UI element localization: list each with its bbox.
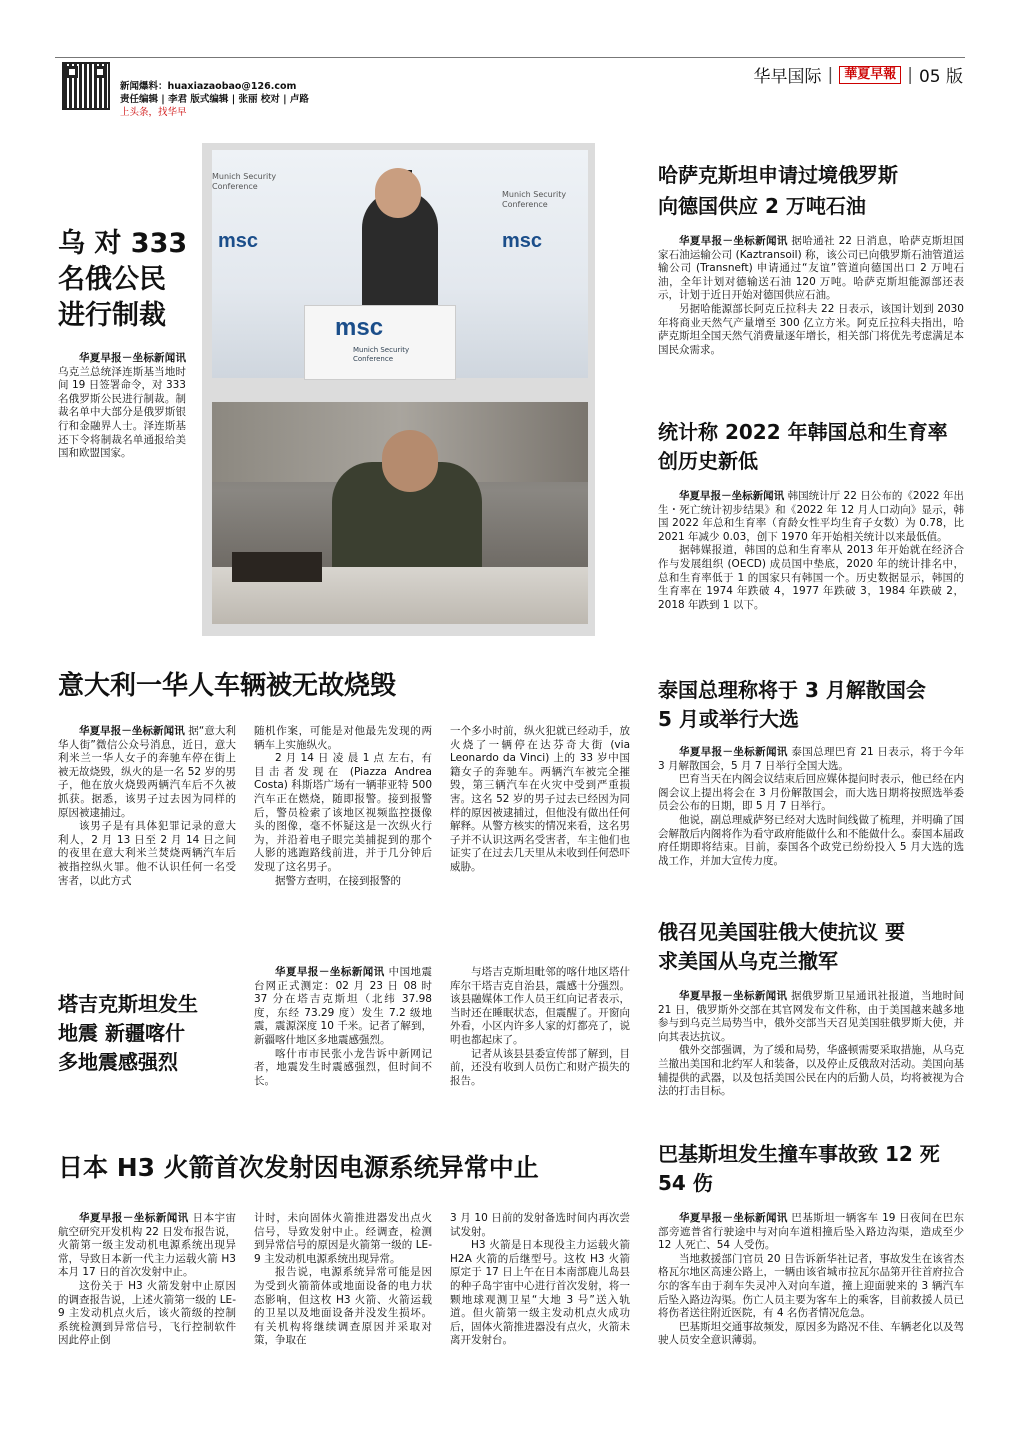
lead-label: 华夏早报－坐标新闻讯: [679, 490, 785, 502]
body-text: 乌克兰总统泽连斯基当地时间 19 日签署命令，对 333 名俄罗斯公民进行制裁。制裁名单中大部分是俄罗斯银行和金融界人士。泽连斯基还下令将制裁名单通报给美国和欧盟国家。: [58, 365, 186, 460]
article-8-col-2: [254, 1212, 432, 1348]
article-2-title: [658, 160, 978, 222]
body-text: 据警方查明，在接到报警的: [275, 874, 401, 887]
body-text: H3 火箭是日本现役主力运载火箭 H2A 火箭的后继型号。这枚 H3 火箭原定于 17 日上午在日本南部鹿儿岛县的种子岛宇宙中心进行首次发射，将一颗地球观测卫星“大地 3 号”送入轨道。但火箭第一级主发动机点火成功后，固体火箭推进器没有点火，火箭未离开发射台。: [450, 1239, 630, 1347]
article-9-body: [658, 1212, 964, 1348]
title-line: 泰国总理称将于 3 月解散国会: [658, 678, 926, 702]
title-line: 巴基斯坦发生撞车事故致 12 死: [658, 1142, 940, 1166]
body-text: 据俄罗斯卫星通讯社报道，当地时间 21 日，俄罗斯外交部在其官网发布文件称，由于美国越来越多地参与到乌克兰局势当中，俄外交部当天召见美国驻俄罗斯大使，并向其表达抗议。: [658, 990, 965, 1043]
title-line: 创历史新低: [658, 449, 758, 473]
chair-left: [232, 552, 322, 582]
title-line: 5 月或举行大选: [658, 707, 799, 731]
title-line: 名俄公民: [58, 264, 166, 295]
article-8-col-1: [58, 1212, 236, 1348]
section-name: 华早国际: [753, 67, 822, 87]
podium-caption: Munich Security Conference: [353, 346, 410, 363]
slogan: 上头条，找华早: [120, 107, 187, 118]
article-4-col-1: [58, 725, 236, 888]
title-line: 统计称 2022 年韩国总和生育率: [658, 420, 948, 444]
lead-label: 华夏早报－坐标新闻讯: [679, 990, 788, 1002]
body-text: 巴育当天在内阁会议结束后回应媒体提问时表示，他已经在内阁会议上提出将会在 3 月份解散国会，而大选日期将按照选举委员会公布的日期，即 5 月 7 日举行。: [658, 773, 964, 813]
body-text: 报告说，电源系统异常可能是因为受到火箭箭体或地面设备的电力状态影响，但这枚 H3 火箭、火箭运载的卫星以及地面设备并没发生损坏。有关机构将继续调查原因并采取对策，争取在: [254, 1266, 432, 1347]
article-1-body: [58, 352, 186, 461]
title-line: 俄召见美国驻俄大使抗议 要: [658, 920, 905, 944]
body-text: 当地救援部门官员 20 日告诉新华社记者，事故发生在该省杰格瓦尔地区高速公路上，一辆由该省城市拉瓦尔品第开往首府拉合尔的客车由于刹车失灵冲入对向车道，撞上迎面驶来的 3 辆汽车后坠入路边沟渠。伤亡人员主要为客车上的乘客，目前救援人员已将伤者送往附近医院，有 4 名伤者情况危急。: [658, 1252, 964, 1320]
lead-label: 华夏早报－坐标新闻讯: [79, 725, 185, 737]
body-text: 2 月 14 日 凌 晨 1 点 左右，有目击者发现在 (Piazza Andrea Costa) 科斯塔广场有一辆菲亚特 500 汽车正在燃烧，随即报警。接到报警后，警员检索了该地区视频监控摄像头的图像，毫不怀疑这是一次纵火行为，并沿着电子眼完美捕捉到的那个人影的逃跑路线前进，并于几分钟后发现了这名男子。: [254, 752, 432, 873]
article-7-col-1: [254, 966, 432, 1088]
photo-desk: [212, 402, 588, 624]
lead-label: 华夏早报－坐标新闻讯: [679, 235, 788, 247]
body-text: 据哈通社 22 日消息，哈萨克斯坦国家石油运输公司 (Kaztransoil) 称，该公司已向俄罗斯石油管道运输公司 (Transneft) 申请通过“友谊”管道向德国出口 2 万吨石油，全年计划对德输送石油 120 万吨。哈萨克斯坦能源部还表示，计划于近日开始对德国供应石油。: [658, 235, 965, 302]
lead-label: 华夏早报－坐标新闻讯: [79, 352, 186, 364]
body-text: 这份关于 H3 火箭发射中止原因的调查报告说，上述火箭第一级的 LE-9 主发动机点火后，该火箭级的控制系统检测到异常信号，飞行控制软件因此停止倒: [58, 1279, 236, 1347]
article-4-title: 意大利一华人车辆被无故烧毁: [58, 671, 397, 701]
body-text: 中国地震台网正式测定：02 月 23 日 08 时 37 分在塔吉克斯坦（北纬 37.98 度，东经 73.29 度）发生 7.2 级地震，震源深度 10 千米。记者了解到，新疆喀什地区多地震感强烈。: [254, 966, 433, 1046]
body-text: 据韩媒报道，韩国的总和生育率从 2013 年开始就在经济合作与发展组织 (OECD) 成员国中垫底，2020 年的统计排名中，总和生育率低于 1 的国家只有韩国一个。历史数据显示，韩国的生育率在 1974 年跌破 4，1977 年跌破 3，1984 年跌破 2，2018 年跌到 1 以下。: [658, 544, 964, 611]
article-6-body: [658, 990, 964, 1099]
article-6-title: [658, 918, 978, 976]
body-text: 据“意大利华人街”微信公众号消息，近日，意大利米兰一华人女子的奔驰车停在街上被无故烧毁，纵火的是一名 52 岁的男子，他在放火烧毁两辆汽车后不久被抓获。据悉，该男子过去因为同样的原因被逮捕过。: [58, 725, 236, 819]
lead-label: 华夏早报－坐标新闻讯: [79, 1212, 189, 1224]
speaker-head: [375, 168, 421, 218]
body-text: 计时，未向固体火箭推进器发出点火信号，导致发射中止。经调查，检测到异常信号的原因是火箭第一级的 LE-9 主发动机电源系统出现异常。: [254, 1212, 432, 1265]
article-4-col-2: [254, 725, 432, 888]
photo-side-text: Munich Security Conference: [212, 172, 277, 191]
article-4-col-3: [450, 725, 630, 875]
email-line: 新闻爆料：huaxiazaobao@126.com: [120, 81, 297, 92]
article-3-title: [658, 418, 978, 476]
qr-code-icon[interactable]: [62, 62, 110, 110]
article-8-col-3: [450, 1212, 630, 1348]
title-line: 向德国供应 2 万吨石油: [658, 194, 866, 218]
photo-side-text-right: Munich Security Conference: [502, 190, 567, 209]
title-line: 塔吉克斯坦发生: [58, 992, 198, 1016]
body-text: 喀什市市民张小龙告诉中新网记者，地震发生时震感强烈，但时间不长。: [254, 1047, 432, 1087]
article-2-body: [658, 235, 964, 357]
title-line: 54 伤: [658, 1171, 713, 1195]
title-line: 进行制裁: [58, 300, 166, 331]
body-text: 3 月 10 日前的发射备选时间内再次尝试发射。: [450, 1212, 630, 1238]
header-meta: [120, 80, 309, 119]
article-8-title: 日本 H3 火箭首次发射因电源系统异常中止: [58, 1153, 539, 1182]
body-text: 随机作案，可能是对他最先发现的两辆车上实施纵火。: [254, 725, 432, 751]
page-header: 华早国际 | 華夏早報 | 05 版: [753, 62, 963, 87]
seated-head: [382, 430, 438, 492]
page-number: 05 版: [918, 67, 963, 87]
body-text: 另据哈能源部长阿克丘拉科夫 22 日表示，该国计划到 2030 年将商业天然气产量增至 300 亿立方米。阿克丘拉科夫指出，哈萨克斯坦全国天然气消费量逐年增长，相关部门将优先考虑满足本国民众需求。: [658, 302, 964, 356]
article-9-title: [658, 1140, 978, 1198]
article-5-body: [658, 746, 964, 868]
photo-speech: [212, 150, 588, 378]
body-text: 与塔吉克斯坦毗邻的喀什地区塔什库尔干塔吉克自治县，震感十分强烈。该县融媒体工作人员王红向记者表示，当时还在睡眠状态，但震醒了。开窗向外看，小区内许多人家的灯都亮了，说明也都起床了。: [450, 966, 630, 1046]
body-text: 该男子是有具体犯罪记录的意大利人，2 月 13 日至 2 月 14 日之间的夜里在意大利米兰焚烧两辆汽车后被指控纵火罪。他不认识任何一名受害者，以此方式: [58, 820, 236, 887]
article-7-col-2: [450, 966, 630, 1088]
header-rule: [55, 57, 965, 58]
body-text: 巴基斯坦一辆客车 19 日夜间在巴东部旁遮普省行驶途中与对向车道相撞后坠入路边沟渠，造成至少 12 人死亡、54 人受伤。: [658, 1212, 965, 1252]
title-line: 乌 对 333: [58, 228, 188, 259]
body-text: 记者从该县县委宣传部了解到，目前，还没有收到人员伤亡和财产损失的报告。: [450, 1047, 630, 1087]
lead-label: 华夏早报－坐标新闻讯: [679, 1212, 788, 1224]
newspaper-logo: 華夏早報: [839, 66, 901, 84]
body-text: 俄外交部强调，为了缓和局势，华盛顿需要采取措施，从乌克兰撤出美国和北约军人和装备，以及停止反俄敌对活动。美国向基辅提供的武器，以及包括美国公民在内的后勤人员，均将被视为合法的打击目标。: [658, 1044, 964, 1098]
podium: [304, 305, 456, 380]
title-line: 地震 新疆喀什: [58, 1021, 185, 1045]
body-text: 泰国总理巴育 21 日表示，将于今年 3 月解散国会，5 月 7 日举行全国大选。: [658, 746, 965, 772]
title-line: 多地震感强烈: [58, 1050, 178, 1074]
body-text: 巴基斯坦交通事故频发，原因多为路况不佳、车辆老化以及驾驶人员安全意识薄弱。: [658, 1320, 964, 1347]
article-3-body: [658, 490, 964, 612]
title-line: 哈萨克斯坦申请过境俄罗斯: [658, 163, 898, 187]
lead-label: 华夏早报－坐标新闻讯: [679, 746, 788, 758]
editors-line: 责任编辑 | 李君 版式编辑 | 张丽 校对 | 卢路: [120, 94, 309, 105]
body-text: 他说，副总理威萨努已经对大选时间线做了梳理，并明确了国会解散后内阁将作为看守政府能做什么和不能做什么。泰国本届政府任期即将结束。目前，泰国各个政党已纷纷投入 5 月大选的选战工作，并加大宣传力度。: [658, 813, 964, 867]
body-text: 韩国统计厅 22 日公布的《2022 年出生・死亡统计初步结果》和《2022 年 12 月人口动向》显示，韩国 2022 年总和生育率（育龄女性平均生育子女数）为 0.78，比 2021 年减少 0.03，创下 1970 年开始相关统计以来最低值。: [658, 490, 964, 543]
title-line: 求美国从乌克兰撤军: [658, 949, 838, 973]
podium-logo: msc: [335, 314, 384, 341]
article-1-title: [58, 226, 198, 334]
body-text: 日本宇宙航空研究开发机构 22 日发布报告说，火箭第一级主发动机电源系统出现异常，导致日本新一代主力运载火箭 H3 本月 17 日的首次发射中止。: [58, 1212, 237, 1279]
article-5-title: [658, 676, 978, 734]
msc-logo-left: msc: [218, 230, 259, 252]
body-text: 一个多小时前，纵火犯就已经动手，放火烧了一辆停在达芬奇大街 (via Leonardo da Vinci) 上的 33 岁中国籍女子的奔驰车。两辆汽车被完全摧毁，第三辆汽车在火灾中受到严重损害。这名 52 岁的男子过去已经因为同样的原因被逮捕过，但他没有做出任何解释。从警方核实的情况来看，这名男子并不认识这两名受害者，车主他们也证实了在过去几天里从未收到任何恐吓威胁。: [450, 725, 630, 873]
article-7-title: [58, 990, 248, 1077]
lead-label: 华夏早报－坐标新闻讯: [275, 966, 385, 978]
msc-logo-right: msc: [502, 230, 543, 252]
